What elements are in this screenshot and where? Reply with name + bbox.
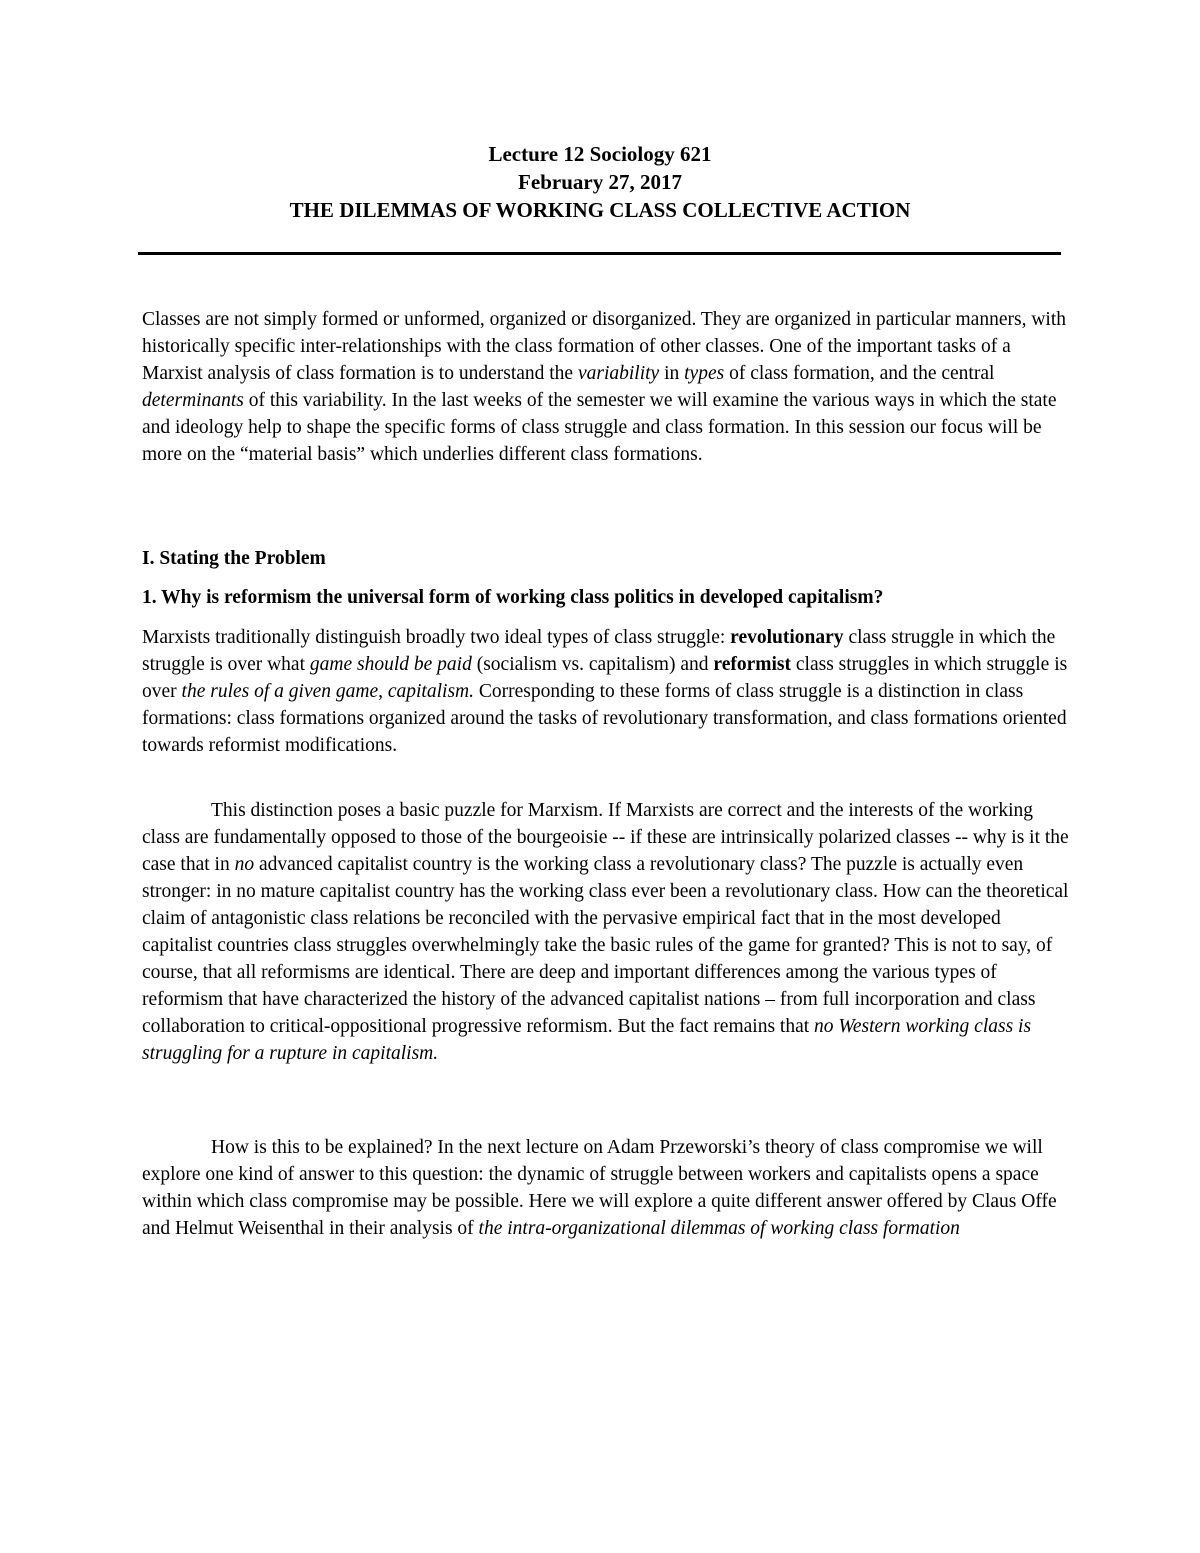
para2-text-3: (socialism vs. capitalism) and	[471, 654, 714, 675]
para3-emphasis-rupture: no Western working class is struggling for a rupture in capitalism.	[142, 1016, 1032, 1064]
section-heading: I. Stating the Problem	[142, 548, 326, 569]
intro-emphasis-determinants: determinants	[142, 390, 244, 411]
intro-text-2: in	[659, 363, 685, 384]
para2-emphasis-rules: the rules of a given game, capitalism.	[181, 681, 474, 702]
lecture-topic: THE DILEMMAS OF WORKING CLASS COLLECTIVE ACTION	[289, 198, 911, 222]
lecture-title: Lecture 12 Sociology 621	[488, 142, 712, 166]
intro-text-1: Classes are not simply formed or unformed, organized or disorganized. They are organized in particular manners, with historically specific inter-relationships with the class formation of other classes. One of the important tasks of a Marxist analysis of class formation is to understand the	[142, 309, 1066, 384]
para2-text-2: class struggle in which the struggle is over what	[142, 627, 1056, 675]
para2-text-4: class struggles in which struggle is over	[142, 654, 1068, 702]
puzzle-paragraph	[142, 797, 1072, 1067]
lecture-date: February 27, 2017	[518, 170, 682, 194]
intro-text-4: of this variability. In the last weeks of the semester we will examine the various ways in which the state and ideology help to shape the specific forms of class struggle and class formation. In this session our focus will be more on the “material basis” which underlies different class formations.	[142, 390, 1057, 465]
para3-text-1: This distinction poses a basic puzzle for Marxism. If Marxists are correct and the interests of the working class are fundamentally opposed to those of the bourgeoisie -- if these are intrinsically polarized classes -- why is it the case that in	[142, 800, 1069, 875]
header-divider	[138, 252, 1061, 255]
intro-emphasis-variability: variability	[577, 363, 660, 384]
class-struggle-paragraph	[142, 624, 1072, 759]
intro-paragraph	[142, 306, 1072, 468]
para2-emphasis-game: game should be paid	[309, 654, 472, 675]
question-heading: 1. Why is reformism the universal form of working class politics in developed capitalism?	[142, 587, 884, 608]
explanation-paragraph	[142, 1134, 1072, 1242]
document-header	[0, 140, 1200, 224]
para2-text-5: Corresponding to these forms of class struggle is a distinction in class formations: class formations organized around the tasks of revolutionary transformation, and class formations oriented towards reformist modifications.	[142, 681, 1067, 756]
para4-text-1: How is this to be explained? In the next lecture on Adam Przeworski’s theory of class compromise we will explore one kind of answer to this question: the dynamic of struggle between workers and capitalists opens a space within which class compromise may be possible. Here we will explore a quite different answer offered by Claus Offe and Helmut Weisenthal in their analysis of	[142, 1137, 1057, 1239]
intro-emphasis-types: types	[684, 363, 725, 384]
para3-emphasis-no: no	[234, 854, 255, 875]
para2-bold-reformist: reformist	[713, 654, 791, 675]
para2-text-1: Marxists traditionally distinguish broadly two ideal types of class struggle:	[142, 627, 731, 648]
para3-text-2: advanced capitalist country is the working class a revolutionary class? The puzzle is actually even stronger: in no mature capitalist country has the working class ever been a revolutionary class. How can the theoretical claim of antagonistic class relations be reconciled with the pervasive empirical fact that in the most developed capitalist countries class struggles overwhelmingly take the basic rules of the game for granted? This is not to say, of course, that all reformisms are identical. There are deep and important differences among the various types of reformism that have characterized the history of the advanced capitalist nations – from full incorporation and class collaboration to critical-oppositional progressive reformism. But the fact remains that	[142, 854, 1069, 1037]
intro-text-3: of class formation, and the central	[724, 363, 995, 384]
para2-bold-revolutionary: revolutionary	[730, 627, 844, 648]
para4-emphasis-dilemmas: the intra-organizational dilemmas of working class formation	[478, 1218, 960, 1239]
